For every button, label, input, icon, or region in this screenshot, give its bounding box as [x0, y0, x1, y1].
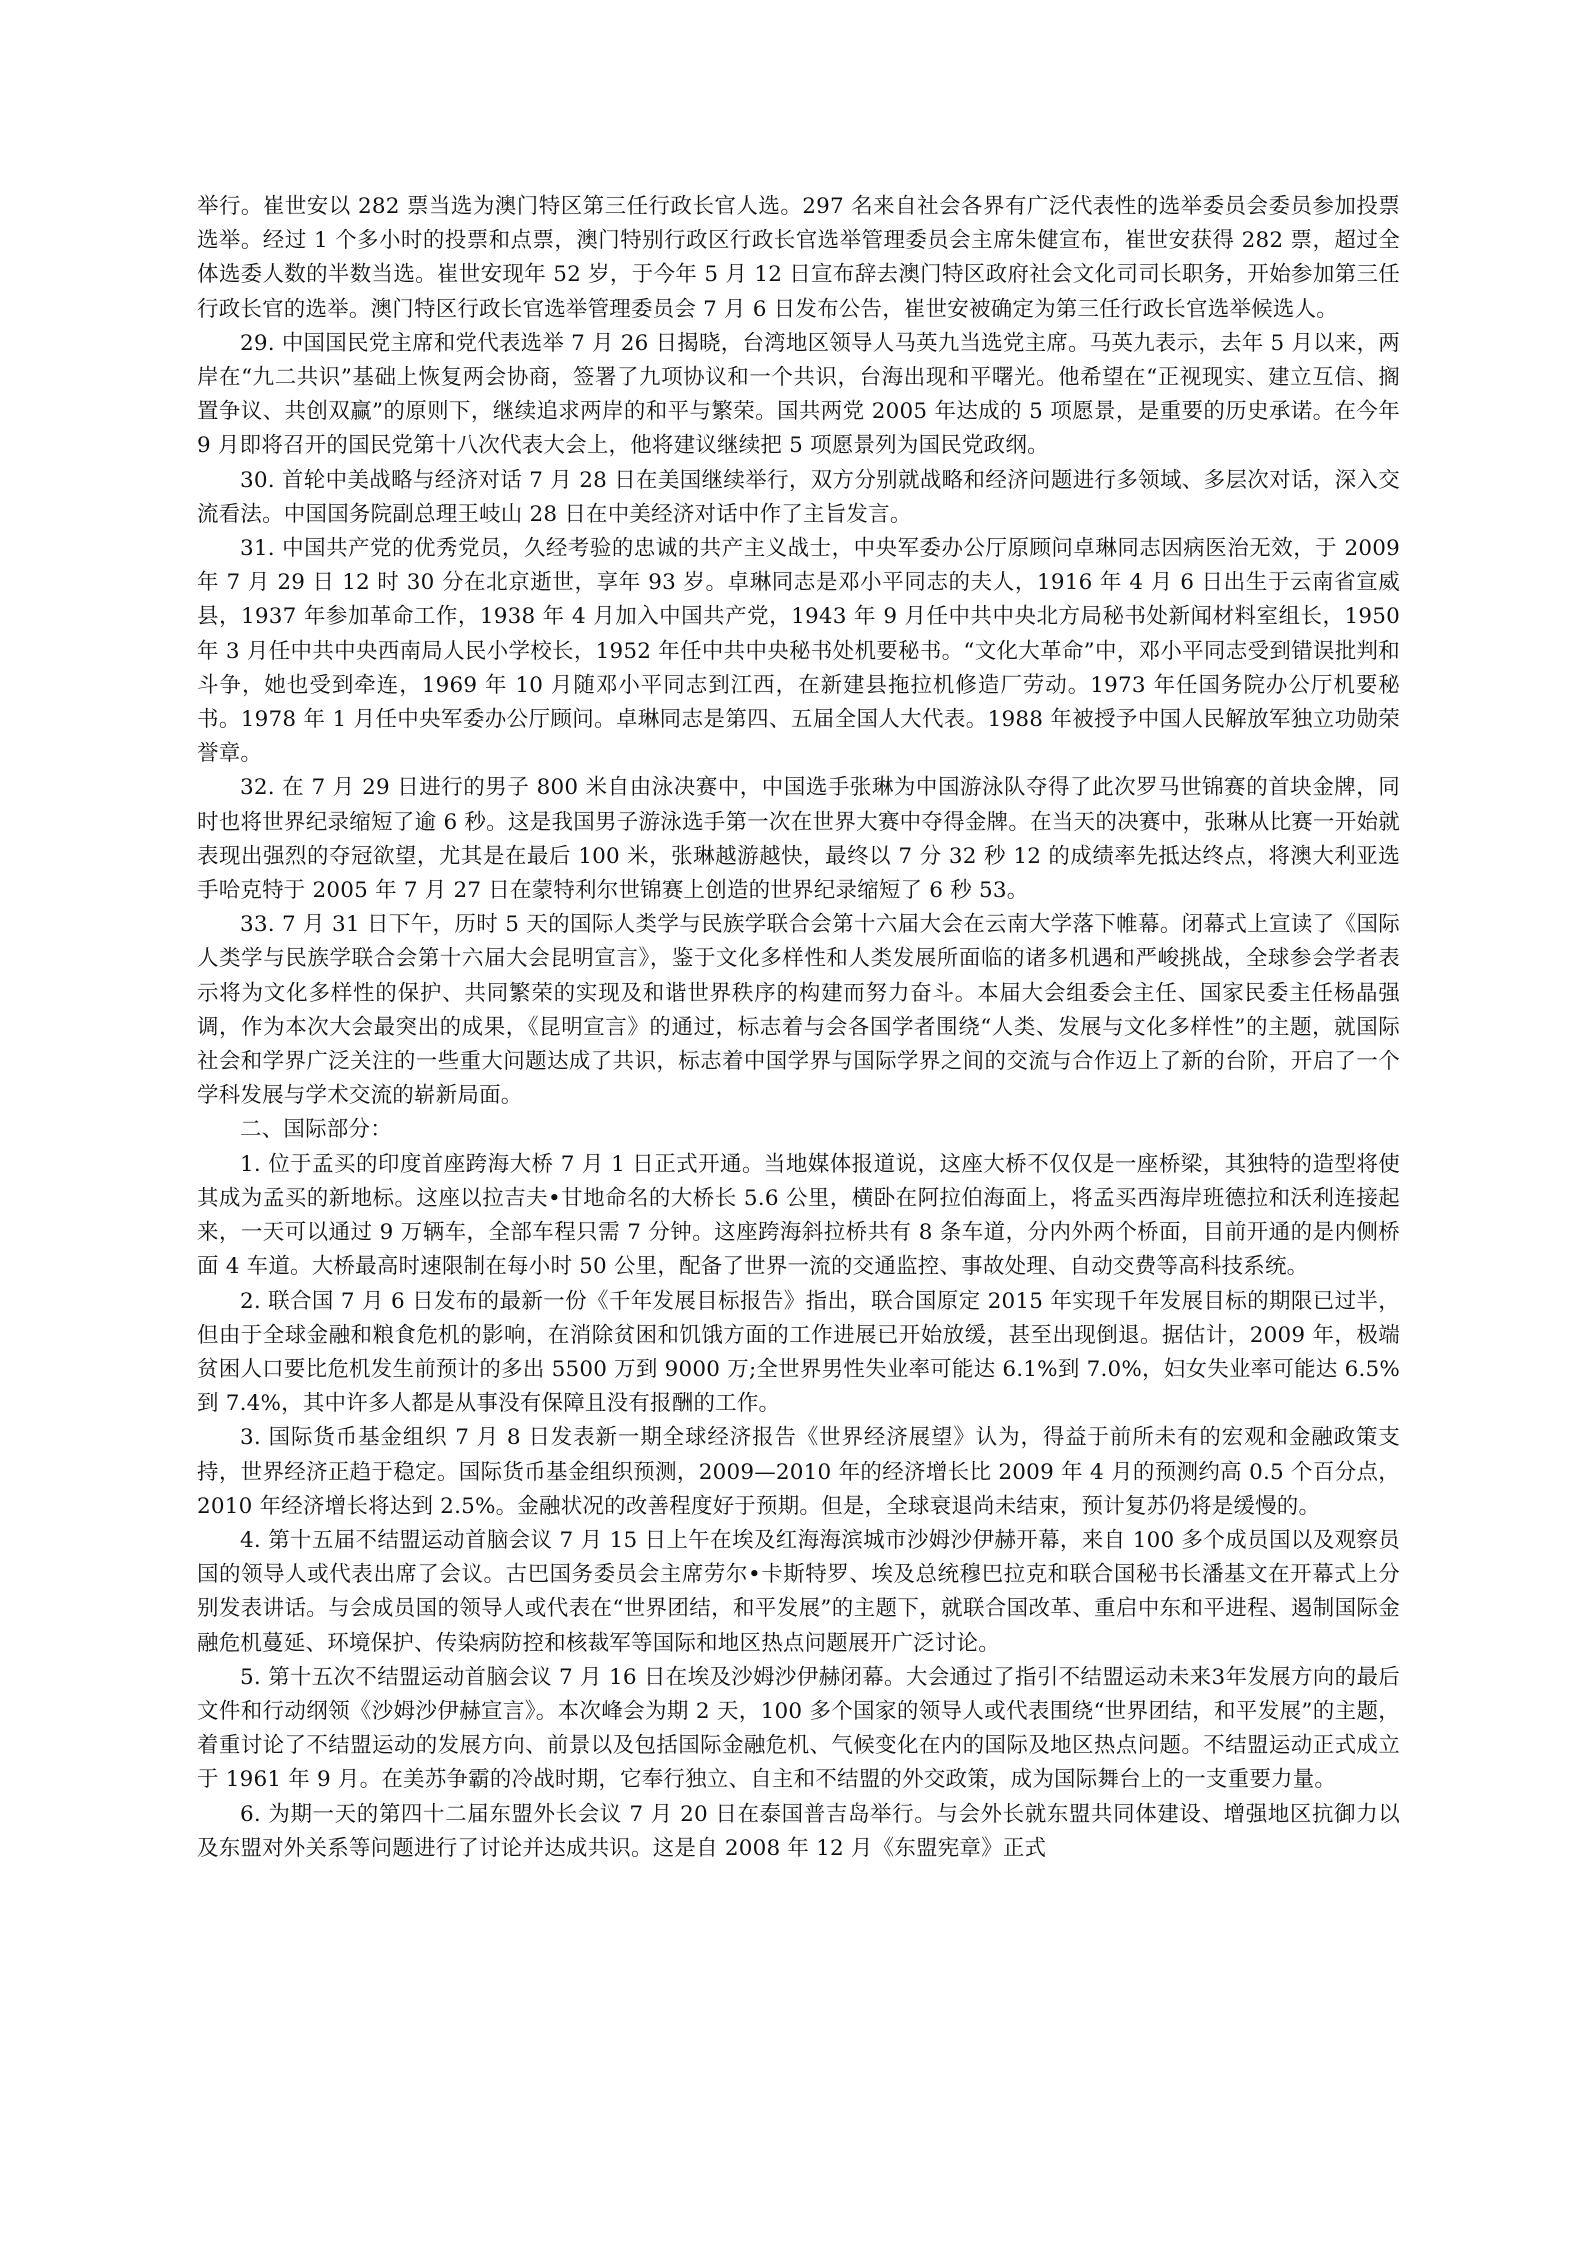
paragraph-intl-5: 5. 第十五次不结盟运动首脑会议 7 月 16 日在埃及沙姆沙伊赫闭幕。大会通过了指引不结盟运动未来3年发展方向的最后文件和行动纲领《沙姆沙伊赫宣言》。本次峰会为期 2 天，100 多个国家的领导人或代表围绕“世界团结，和平发展”的主题，着重讨论了不结盟运动的发展方向、前景以及包括国际金融危机、气候变化在内的国际及地区热点问题。不结盟运动正式成立于 1961 年 9 月。在美苏争霸的冷战时期，它奉行独立、自主和不结盟的外交政策，成为国际舞台上的一支重要力量。 — [197, 1664, 1400, 1793]
paragraph-intl-1: 1. 位于孟买的印度首座跨海大桥 7 月 1 日正式开通。当地媒体报道说，这座大桥不仅仅是一座桥梁，其独特的造型将使其成为孟买的新地标。这座以拉吉夫•甘地命名的大桥长 5.6 公里，横卧在阿拉伯海面上，将孟买西海岸班德拉和沃利连接起来，一天可以通过 9 万辆车，全部车程只需 7 分钟。这座跨海斜拉桥共有 8 条车道，分内外两个桥面，目前开通的是内侧桥面 4 车道。大桥最高时速限制在每小时 50 公里，配备了世界一流的交通监控、事故处理、自动交费等高科技系统。 — [197, 1151, 1400, 1280]
paragraph-intl-3: 3. 国际货币基金组织 7 月 8 日发表新一期全球经济报告《世界经济展望》认为，得益于前所未有的宏观和金融政策支持，世界经济正趋于稳定。国际货币基金组织预测，2009—2010 年的经济增长比 2009 年 4 月的预测约高 0.5 个百分点，2010 年经济增长将达到 2.5%。金融状况的改善程度好于预期。但是，全球衰退尚未结束，预计复苏仍将是缓慢的。 — [197, 1425, 1400, 1519]
paragraph-31: 31. 中国共产党的优秀党员，久经考验的忠诚的共产主义战士，中央军委办公厅原顾问卓琳同志因病医治无效，于 2009 年 7 月 29 日 12 时 30 分在北京逝世，享年 93 岁。卓琳同志是邓小平同志的夫人，1916 年 4 月 6 日出生于云南省宣威县，1937 年参加革命工作，1938 年 4 月加入中国共产党，1943 年 9 月任中共中央北方局秘书处新闻材料室组长，1950 年 3 月任中共中央西南局人民小学校长，1952 年任中共中央秘书处机要秘书。“文化大革命”中，邓小平同志受到错误批判和斗争，她也受到牵连，1969 年 10 月随邓小平同志到江西，在新建县拖拉机修造厂劳动。1973 年任国务院办公厅机要秘书。1978 年 1 月任中央军委办公厅顾问。卓琳同志是第四、五届全国人大代表。1988 年被授予中国人民解放军独立功勋荣誉章。 — [197, 536, 1400, 767]
paragraph-30: 30. 首轮中美战略与经济对话 7 月 28 日在美国继续举行，双方分别就战略和经济问题进行多领域、多层次对话，深入交流看法。中国国务院副总理王岐山 28 日在中美经济对话中作了主旨发言。 — [197, 467, 1400, 527]
paragraph-33: 33. 7 月 31 日下午，历时 5 天的国际人类学与民族学联合会第十六届大会在云南大学落下帷幕。闭幕式上宣读了《国际人类学与民族学联合会第十六届大会昆明宣言》，鉴于文化多样性和人类发展所面临的诸多机遇和严峻挑战，全球参会学者表示将为文化多样性的保护、共同繁荣的实现及和谐世界秩序的构建而努力奋斗。本届大会组委会主任、国家民委主任杨晶强调，作为本次大会最突出的成果，《昆明宣言》的通过，标志着与会各国学者围绕“人类、发展与文化多样性”的主题，就国际社会和学界广泛关注的一些重大问题达成了共识，标志着中国学界与国际学界之间的交流与合作迈上了新的台阶，开启了一个学科发展与学术交流的崭新局面。 — [197, 912, 1400, 1109]
document-page — [197, 190, 1400, 1866]
section-heading-international: 二、国际部分： — [240, 1117, 392, 1143]
paragraph-intl-4: 4. 第十五届不结盟运动首脑会议 7 月 15 日上午在埃及红海海滨城市沙姆沙伊赫开幕，来自 100 多个成员国以及观察员国的领导人或代表出席了会议。古巴国务委员会主席劳尔•卡斯特罗、埃及总统穆巴拉克和联合国秘书长潘基文在开幕式上分别发表讲话。与会成员国的领导人或代表在“世界团结，和平发展”的主题下，就联合国改革、重启中东和平进程、遏制国际金融危机蔓延、环境保护、传染病防控和核裁军等国际和地区热点问题展开广泛讨论。 — [197, 1527, 1400, 1656]
paragraph-28-continued: 举行。崔世安以 282 票当选为澳门特区第三任行政长官人选。297 名来自社会各界有广泛代表性的选举委员会委员参加投票选举。经过 1 个多小时的投票和点票，澳门特别行政区行政长官选举管理委员会主席朱健宣布，崔世安获得 282 票，超过全体选委人数的半数当选。崔世安现年 52 岁，于今年 5 月 12 日宣布辞去澳门特区政府社会文化司司长职务，开始参加第三任行政长官的选举。澳门特区行政长官选举管理委员会 7 月 6 日发布公告，崔世安被确定为第三任行政长官选举候选人。 — [197, 194, 1400, 322]
paragraph-32: 32. 在 7 月 29 日进行的男子 800 米自由泳决赛中，中国选手张琳为中国游泳队夺得了此次罗马世锦赛的首块金牌，同时也将世界纪录缩短了逾 6 秒。这是我国男子游泳选手第一次在世界大赛中夺得金牌。在当天的决赛中，张琳从比赛一开始就表现出强烈的夺冠欲望，尤其是在最后 100 米，张琳越游越快，最终以 7 分 32 秒 12 的成绩率先抵达终点，将澳大利亚选手哈克特于 2005 年 7 月 27 日在蒙特利尔世锦赛上创造的世界纪录缩短了 6 秒 53。 — [197, 775, 1400, 904]
paragraph-intl-6: 6. 为期一天的第四十二届东盟外长会议 7 月 20 日在泰国普吉岛举行。与会外长就东盟共同体建设、增强地区抗御力以及东盟对外关系等问题进行了讨论并达成共识。这是自 2008 年 12 月《东盟宪章》正式 — [197, 1801, 1400, 1861]
paragraph-intl-2: 2. 联合国 7 月 6 日发布的最新一份《千年发展目标报告》指出，联合国原定 2015 年实现千年发展目标的期限已过半，但由于全球金融和粮食危机的影响，在消除贫困和饥饿方面的工作进展已开始放缓，甚至出现倒退。据估计，2009 年，极端贫困人口要比危机发生前预计的多出 5500 万到 9000 万;全世界男性失业率可能达 6.1%到 7.0%，妇女失业率可能达 6.5%到 7.4%，其中许多人都是从事没有保障且没有报酬的工作。 — [197, 1288, 1400, 1417]
paragraph-29: 29. 中国国民党主席和党代表选举 7 月 26 日揭晓，台湾地区领导人马英九当选党主席。马英九表示，去年 5 月以来，两岸在“九二共识”基础上恢复两会协商，签署了九项协议和一个共识，台海出现和平曙光。他希望在“正视现实、建立互信、搁置争议、共创双赢”的原则下，继续追求两岸的和平与繁荣。国共两党 2005 年达成的 5 项愿景，是重要的历史承诺。在今年 9 月即将召开的国民党第十八次代表大会上，他将建议继续把 5 项愿景列为国民党政纲。 — [197, 330, 1400, 459]
